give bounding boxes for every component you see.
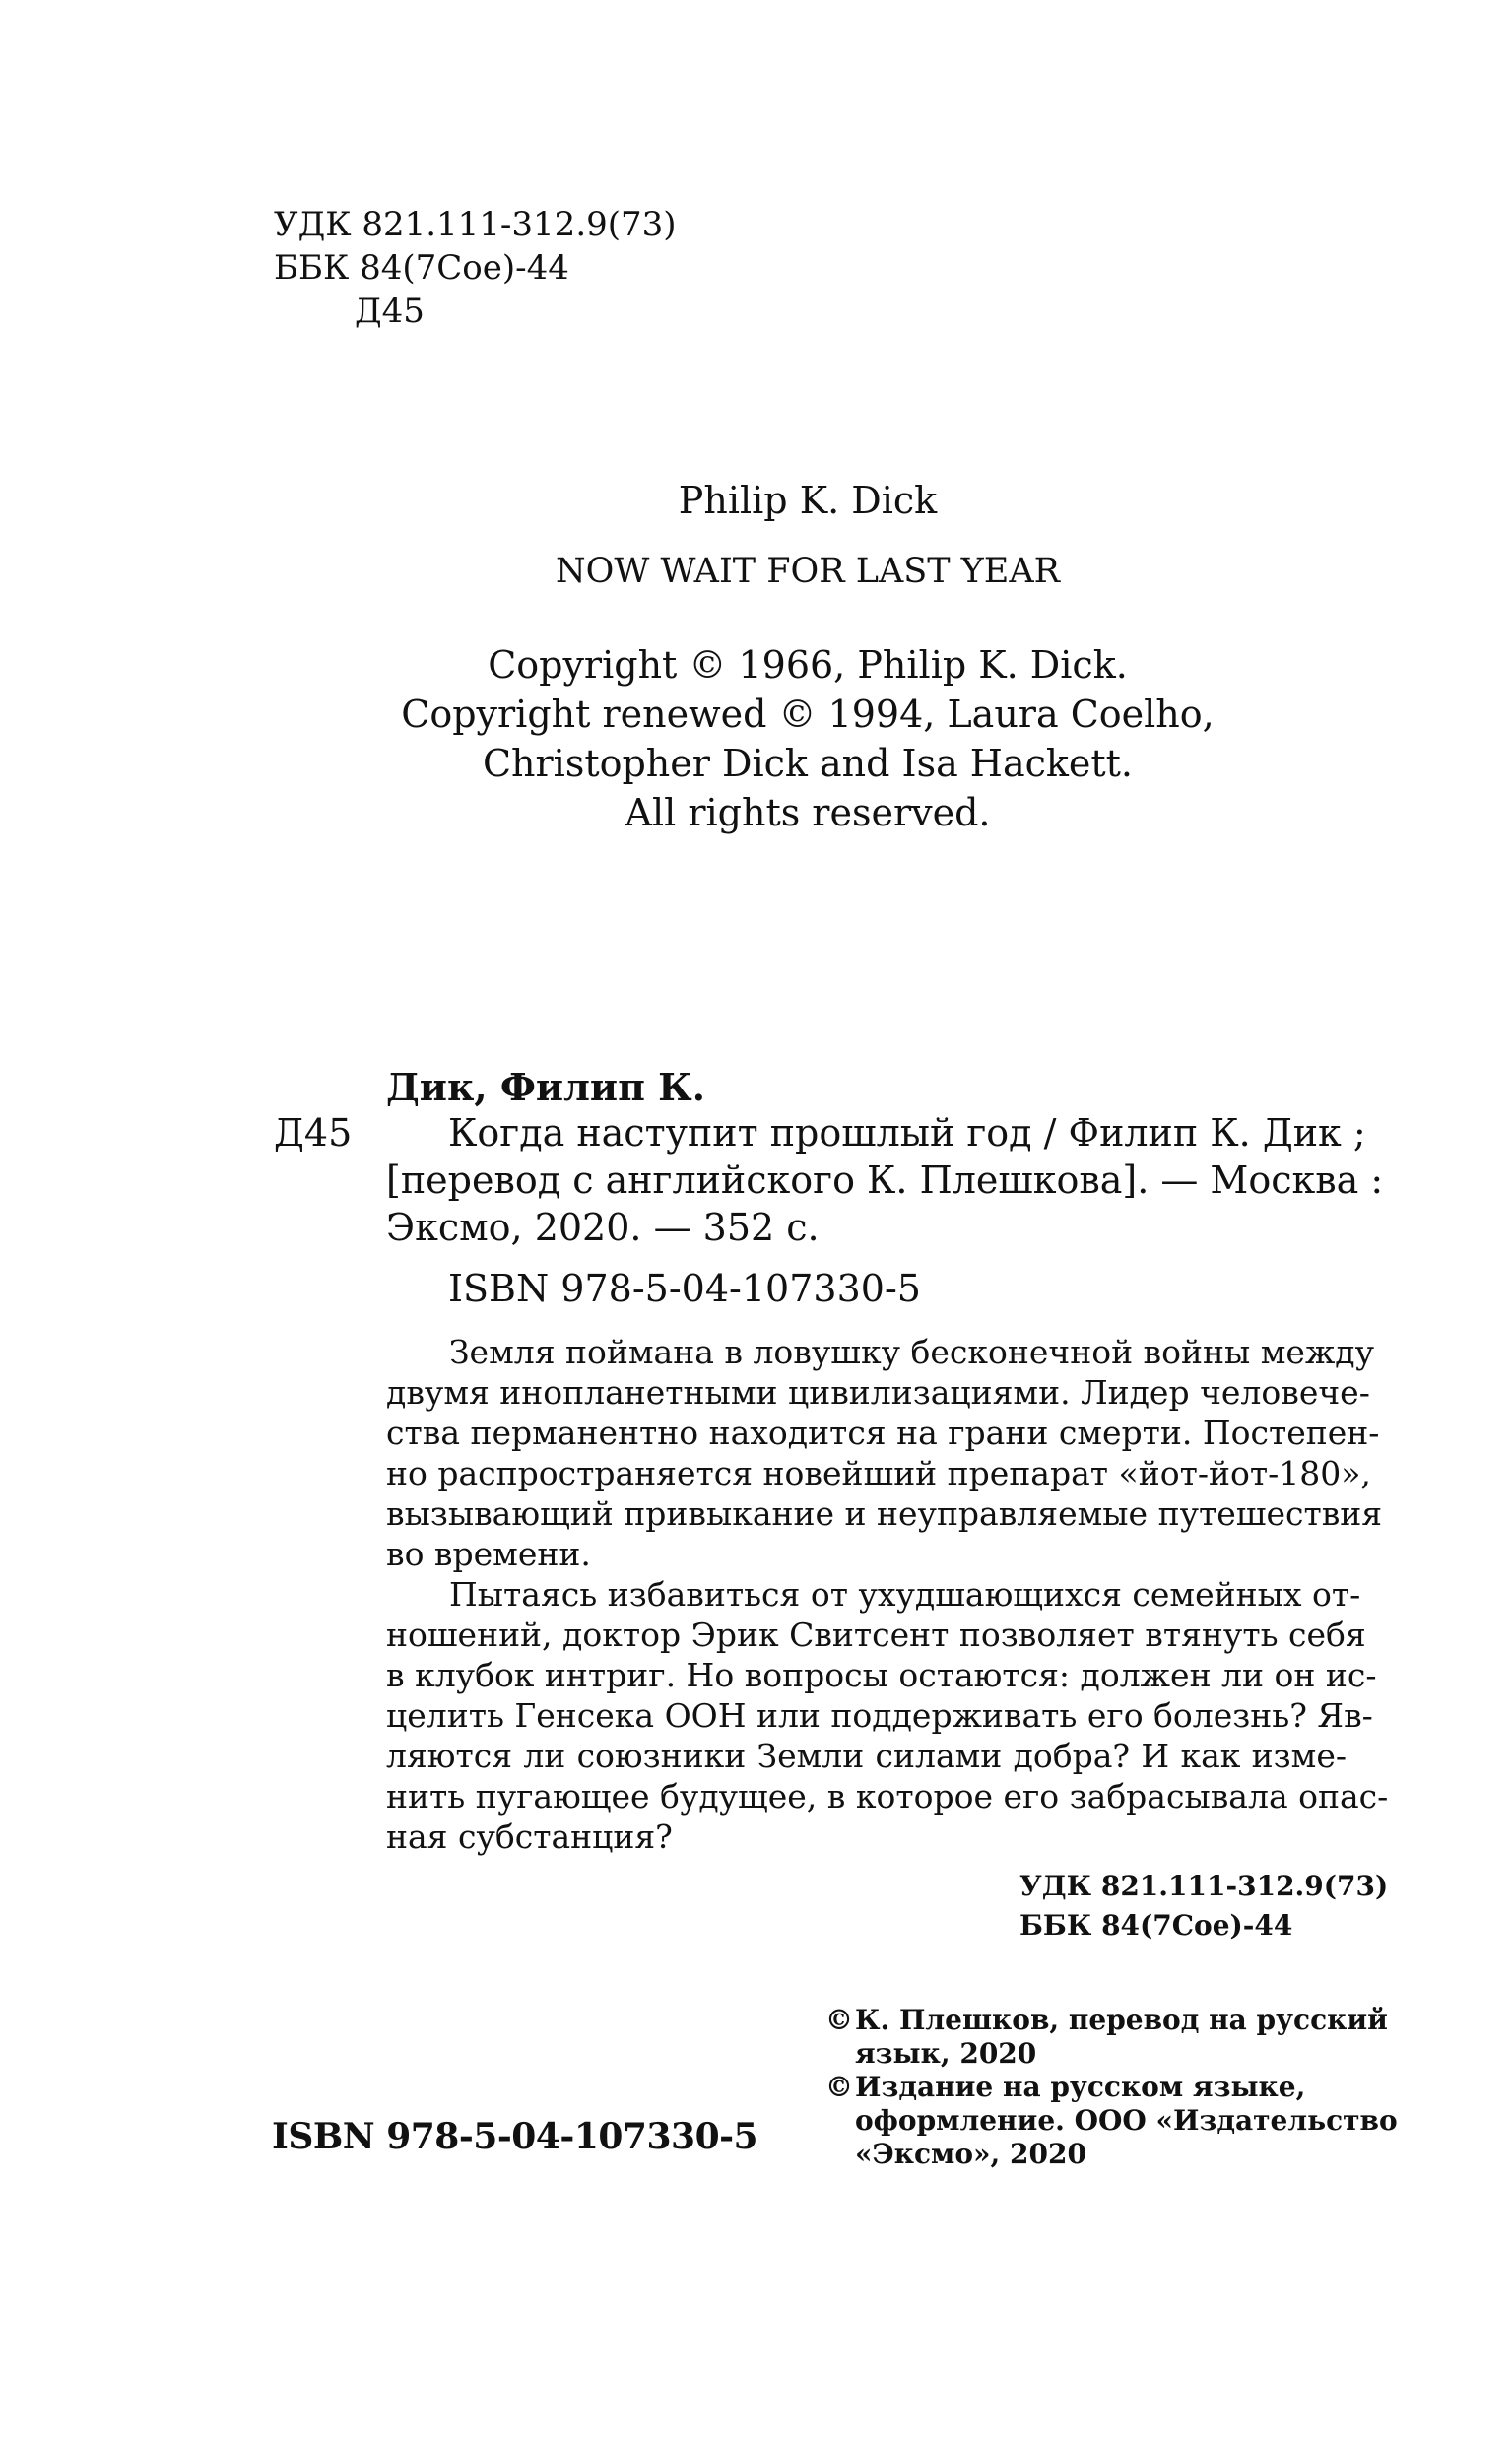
bbk-top: ББК 84(7Сое)-44	[274, 248, 569, 288]
annotation	[386, 1332, 1389, 1857]
copyright-symbol: ©	[825, 2004, 853, 2036]
catalog-desc-line-1: Когда наступит прошлый год / Филип К. Дик ;	[448, 1111, 1366, 1155]
annotation-paragraph-2: Пытаясь избавиться от ухудшающихся семейных от- ношений, доктор Эрик Свитсент позволяет втянуть себя в клубок интриг. Но вопросы остаются: должен ли он ис- целить Генсека ООН или поддерживать его болезнь? Яв- ляются ли союзники Земли силами добра? И как изме- нить пугающее будущее, в которое его забрасывала опас- ная субстанция?	[386, 1575, 1389, 1856]
catalog-heading: Дик, Филип К.	[386, 1065, 705, 1109]
catalog-mark: Д45	[274, 1111, 353, 1155]
isbn-bold: ISBN 978-5-04-107330-5	[272, 2116, 758, 2157]
author-mark-top: Д45	[355, 292, 425, 331]
original-author: Philip K. Dick	[678, 479, 938, 522]
annotation-paragraph-1: Земля поймана в ловушку бесконечной войны между двумя инопланетными цивилизациями. Лидер человече- ства перманентно находится на грани смерти. Постепен- но распространяется новейший препарат «йот-йот-180», вызывающий привыкание и неуправляемые путешествия во времени.	[386, 1333, 1383, 1573]
original-title: NOW WAIT FOR LAST YEAR	[556, 552, 1060, 591]
original-copyright: Copyright © 1966, Philip K. Dick. Copyright renewed © 1994, Laura Coelho, Christopher Dick and Isa Hackett. All rights reserved.	[401, 643, 1215, 834]
copyright-symbol: ©	[825, 2071, 853, 2103]
catalog-desc-line-2: [перевод с английского К. Плешкова]. — Москва :	[386, 1158, 1384, 1202]
udk-top: УДК 821.111-312.9(73)	[274, 205, 677, 244]
udk-bottom: УДК 821.111-312.9(73)	[1019, 1870, 1389, 1902]
bbk-bottom: ББК 84(7Сое)-44	[1019, 1909, 1293, 1942]
copyright-edition: © Издание на русском языке, оформление. ООО «Издательство «Эксмо», 2020	[825, 2071, 1398, 2170]
copyright-block	[825, 2004, 1398, 2171]
catalog-desc-line-3: Эксмо, 2020. — 352 с.	[386, 1206, 820, 1249]
catalog-isbn: ISBN 978-5-04-107330-5	[448, 1267, 921, 1310]
copyright-translation: © К. Плешков, перевод на русский язык, 2020	[825, 2004, 1388, 2070]
